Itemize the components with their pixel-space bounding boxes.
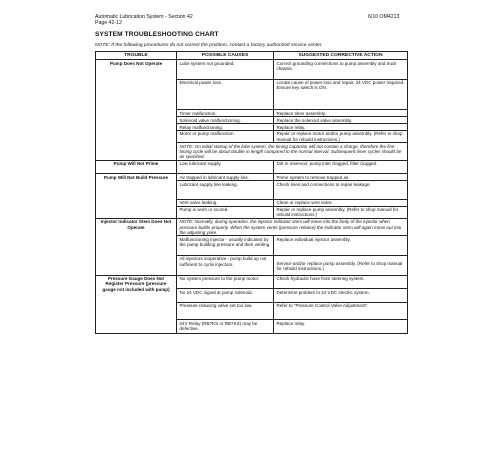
table-row — [96, 218, 408, 235]
column-header-causes: POSSIBLE CAUSES — [177, 52, 274, 60]
cause-cell: Air trapped in lubricant supply line. — [177, 174, 274, 181]
cause-cell: Pressure reducing valve set too low. — [177, 302, 274, 320]
action-cell: Replace relay. — [274, 124, 408, 131]
table-row — [96, 174, 408, 181]
trouble-pump-not-operate: Pump Does Not Operate — [96, 60, 177, 161]
action-cell: Service and/or replace pump assembly. (Refer to shop manual for rebuild instructions.) — [274, 256, 408, 276]
action-cell: Check lines and connections to repair leakage. — [274, 181, 408, 200]
action-cell: Check hydraulic hose from steering system. — [274, 275, 408, 289]
trouble-injector-stem: Injector Indicator Stem Does Not Operate — [96, 218, 177, 275]
action-cell: Replace the solenoid valve assembly. — [274, 117, 408, 124]
trouble-pump-not-prime: Pump Will Not Prime — [96, 160, 177, 174]
cause-cell: Solenoid valve malfunctioning. — [177, 117, 274, 124]
section-title: Automatic Lubrication System - Section 42 — [95, 14, 193, 20]
action-cell: Determine problem in 24 VDC electric system. — [274, 289, 408, 303]
troubleshooting-table — [95, 51, 408, 334]
cause-cell: Malfunctioning injector - usually indicated by the pump building pressure and then venting. — [177, 236, 274, 256]
cause-cell: Lubricant supply line leaking. — [177, 181, 274, 200]
table-row — [96, 160, 408, 174]
cause-cell: Motor or pump malfunction. — [177, 131, 274, 143]
cause-cell: Lube system not grounded. — [177, 60, 274, 80]
cause-cell: Timer malfunction. — [177, 110, 274, 117]
cause-cell: Vent valve leaking. — [177, 199, 274, 206]
cause-cell: Low lubricant supply. — [177, 160, 274, 174]
cause-cell: Relay malfunctioning. — [177, 124, 274, 131]
table-row — [96, 275, 408, 289]
cause-cell: 24V Relay (RB7KS or RB7KS) may be defective. — [177, 320, 274, 334]
action-cell: Dirt in reservoir, pump inlet clogged, filter clogged. — [274, 160, 408, 174]
cause-cell: All injectors inoperative - pump build up not sufficient to cycle injectors. — [177, 256, 274, 276]
action-cell: Locate cause of power loss and repair. 24 VDC power required. Ensure key switch is ON. — [274, 79, 408, 110]
cause-cell: Pump is worn or scored. — [177, 206, 274, 218]
page-number: Page 42-12 — [95, 20, 122, 27]
column-header-trouble: TROUBLE — [96, 52, 177, 60]
trouble-pump-not-build-pressure: Pump Will Not Build Pressure — [96, 174, 177, 219]
column-header-action: SUGGESTED CORRECTIVE ACTION — [274, 52, 408, 60]
cause-cell: Electrical power loss. — [177, 79, 274, 110]
document-code: 6/10 OM4213 — [368, 14, 400, 20]
action-cell: Correct grounding connections to pump assembly and truck chassis. — [274, 60, 408, 80]
note-cell: NOTE: Normally, during operation, the injector indicator stem will move into the body of the injector when pressure builds properly. When the system vents (pressure release) the indicator stem will again move out into the adjusting yoke. — [177, 218, 408, 235]
action-cell: Refer to “Pressure Control Valve Adjustment”. — [274, 302, 408, 320]
action-cell: Replace individual injector assembly. — [274, 236, 408, 256]
chart-note: NOTE: If the following procedures do not correct the problem, contact a factory authorized service center. — [95, 43, 323, 48]
cause-cell: No system pressure to the pump motor. — [177, 275, 274, 289]
table-row — [96, 60, 408, 80]
page-header-left — [95, 14, 193, 27]
action-cell: Replace timer assembly. — [274, 110, 408, 117]
action-cell: Repair or replace motor and/or pump assembly. (Refer to shop manual for rebuild instructions.) — [274, 131, 408, 143]
action-cell: Prime system to remove trapped air. — [274, 174, 408, 181]
table-header-row — [96, 52, 408, 60]
chart-title: SYSTEM TROUBLESHOOTING CHART — [95, 31, 219, 38]
action-cell: Clean or replace vent valve. — [274, 199, 408, 206]
cause-cell: No 24 VDC signal at pump solenoid. — [177, 289, 274, 303]
note-cell: NOTE: On initial startup of the lube system, the timing capacitor will not contain a charge, therefore the first timing cycle will be about double in length compared to the normal interval. Subsequent timer cycles should be as specified. — [177, 143, 408, 160]
trouble-pressure-gauge: Pressure Gauge Does Not Register Pressure (pressure gauge not included with pump) — [96, 275, 177, 333]
action-cell: Repair or replace pump assembly. (Refer to shop manual for rebuild instructions.) — [274, 206, 408, 218]
action-cell: Replace relay. — [274, 320, 408, 334]
